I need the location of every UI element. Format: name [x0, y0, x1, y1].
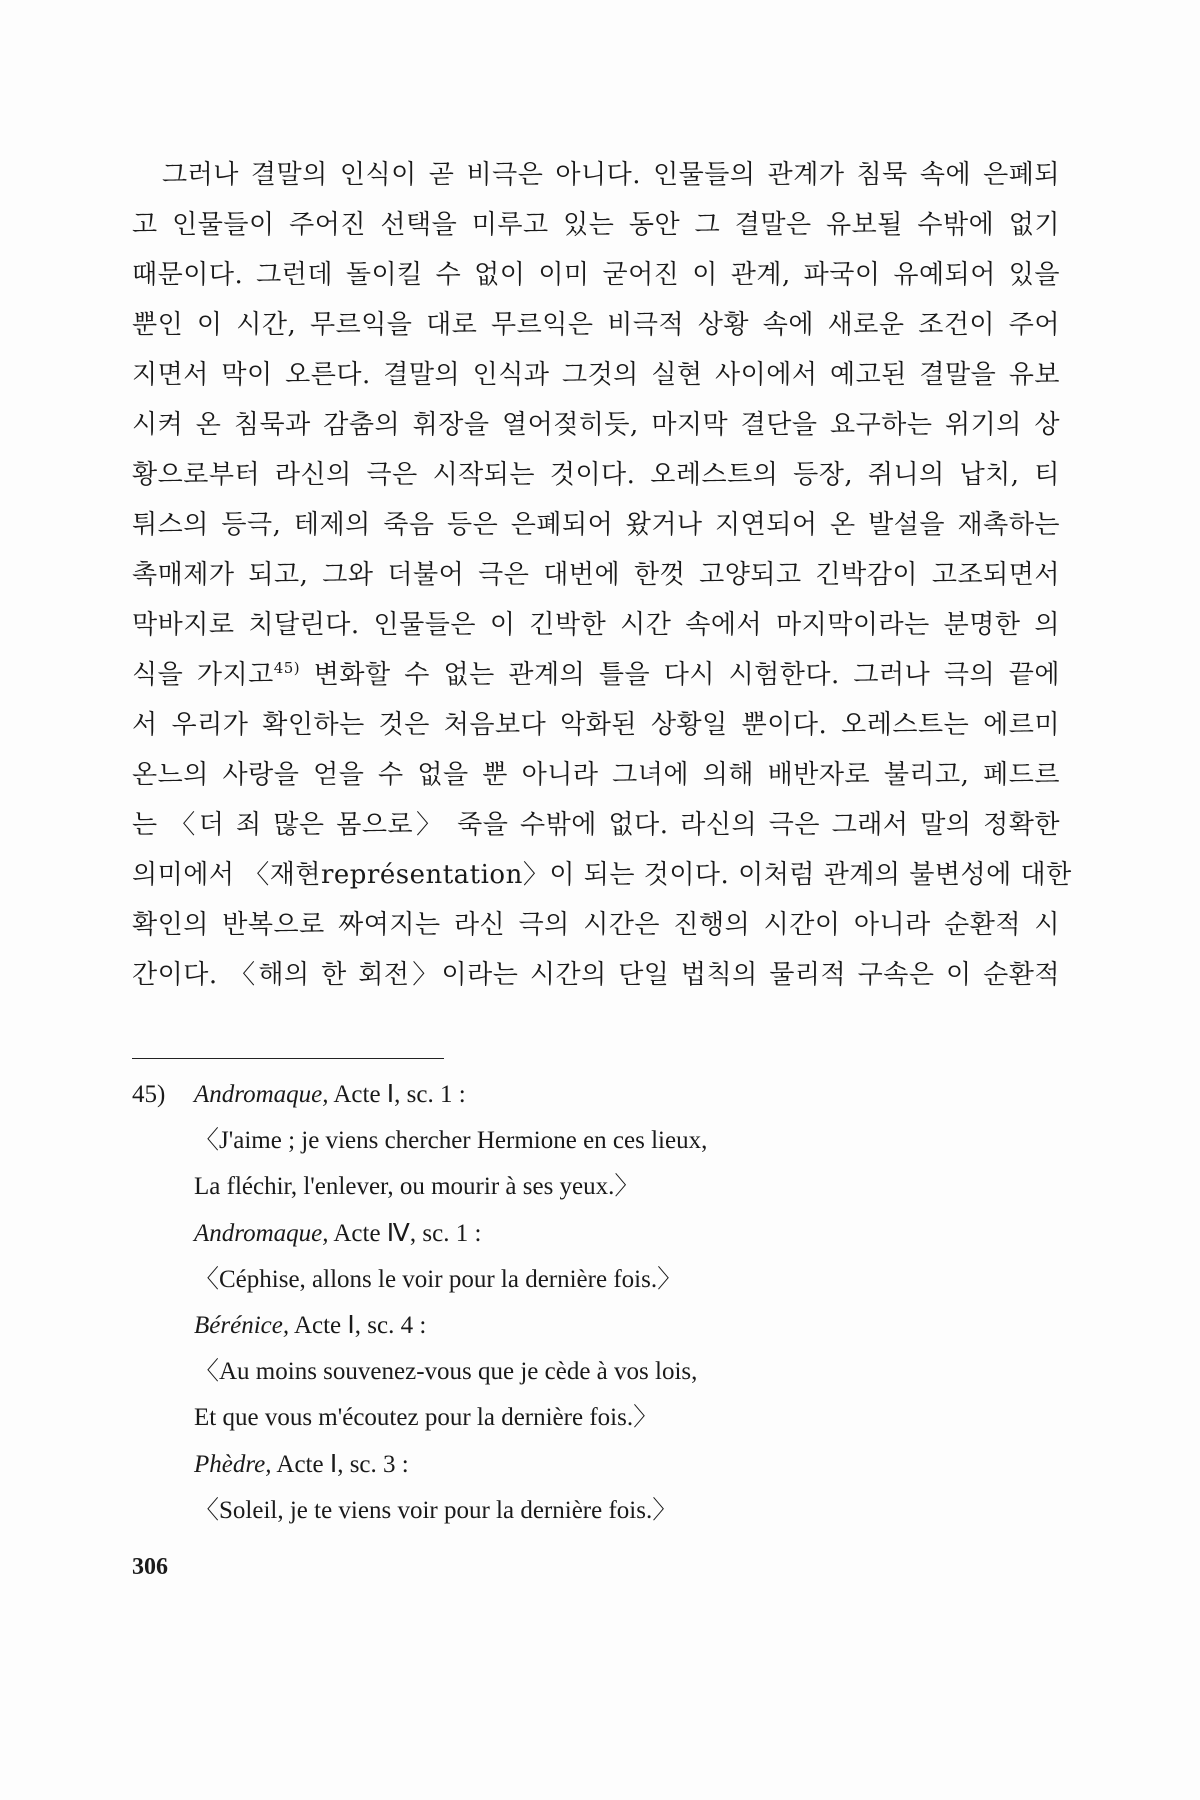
body-line: 막바지로 치달린다. 인물들은 이 긴박한 시간 속에서 마지막이라는 분명한 의 — [132, 610, 1060, 640]
body-line: 고 인물들이 주어진 선택을 미루고 있는 동안 그 결말은 유보될 수밖에 없기 — [132, 210, 1060, 240]
footnote-line — [132, 1442, 1032, 1488]
footnote-work-title: Bérénice, — [194, 1311, 290, 1339]
body-line: 는 〈더 죄 많은 몸으로〉 죽을 수밖에 없다. 라신의 극은 그래서 말의 정확한 — [132, 810, 1060, 840]
footnote-act-scene: Acte Ⅳ, sc. 1 : — [328, 1219, 482, 1247]
page-number: 306 — [132, 1554, 168, 1580]
body-line-with-footnote-ref — [132, 650, 1060, 700]
footnote-quote: La fléchir, l'enlever, ou mourir à ses yeux.〉 — [194, 1173, 640, 1201]
body-line: 황으로부터 라신의 극은 시작되는 것이다. 오레스트의 등장, 쥐니의 납치, 티 — [132, 460, 1060, 490]
body-line: 시켜 온 침묵과 감춤의 휘장을 열어젖히듯, 마지막 결단을 요구하는 위기의 상 — [132, 410, 1060, 440]
body-line: 간이다. 〈해의 한 회전〉이라는 시간의 단일 법칙의 물리적 구속은 이 순환적 — [132, 960, 1060, 990]
footnote-quote: 〈Céphise, allons le voir pour la dernière fois.〉 — [194, 1265, 683, 1293]
body-line: 때문이다. 그런데 돌이킬 수 없이 이미 굳어진 이 관계, 파국이 유예되어 있을 — [132, 260, 1060, 290]
body-text — [132, 150, 1072, 1000]
footnote-number: 45) — [132, 1081, 166, 1108]
body-line-part: 변화할 수 없는 관계의 틀을 다시 시험한다. 그러나 극의 끝에 — [300, 660, 1060, 690]
body-line: 의미에서 〈재현représentation〉이 되는 것이다. 이처럼 관계의 불변성에 대한 — [132, 860, 1072, 890]
body-line: 촉매제가 되고, 그와 더불어 극은 대번에 한껏 고양되고 긴박감이 고조되면서 — [132, 560, 1060, 590]
footnote-act-scene: Acte Ⅰ, sc. 4 : — [289, 1311, 427, 1339]
footnote-quote: Et que vous m'écoutez pour la dernière fois.〉 — [194, 1404, 659, 1432]
footnote-quote: 〈J'aime ; je viens chercher Hermione en ces lieux, — [194, 1127, 708, 1155]
footnote — [132, 1072, 1032, 1534]
body-line-part: 식을 가지고 — [132, 660, 274, 690]
body-line: 지면서 막이 오른다. 결말의 인식과 그것의 실현 사이에서 예고된 결말을 유보 — [132, 360, 1060, 390]
body-line: 온느의 사랑을 얻을 수 없을 뿐 아니라 그녀에 의해 배반자로 불리고, 페드르 — [132, 760, 1060, 790]
footnote-work-title: Andromaque, — [194, 1081, 329, 1108]
body-line: 뿐인 이 시간, 무르익을 대로 무르익은 비극적 상황 속에 새로운 조건이 주어 — [132, 310, 1060, 340]
footnote-quote: 〈Soleil, je te viens voir pour la dernière fois.〉 — [194, 1496, 678, 1524]
body-line: 그러나 결말의 인식이 곧 비극은 아니다. 인물들의 관계가 침묵 속에 은폐되 — [162, 160, 1060, 190]
footnote-work-title: Andromaque, — [194, 1219, 329, 1247]
footnote-act-scene: Acte Ⅰ, sc. 1 : — [328, 1081, 466, 1108]
footnote-line — [132, 1072, 1032, 1118]
footnote-act-scene: Acte Ⅰ, sc. 3 : — [271, 1450, 409, 1478]
footnote-reference[interactable]: 45) — [273, 659, 301, 677]
footnote-quote: 〈Au moins souvenez-vous que je cède à vos lois, — [194, 1358, 698, 1386]
body-line: 튀스의 등극, 테제의 죽음 등은 은폐되어 왔거나 지연되어 온 발설을 재촉하는 — [132, 510, 1060, 540]
footnote-divider — [132, 1058, 444, 1059]
footnote-line — [132, 1303, 1032, 1349]
body-line: 서 우리가 확인하는 것은 처음보다 악화된 상황일 뿐이다. 오레스트는 에르미 — [132, 710, 1060, 740]
footnote-work-title: Phèdre, — [194, 1450, 272, 1478]
footnote-line — [132, 1211, 1032, 1257]
body-line: 확인의 반복으로 짜여지는 라신 극의 시간은 진행의 시간이 아니라 순환적 시 — [132, 910, 1060, 940]
